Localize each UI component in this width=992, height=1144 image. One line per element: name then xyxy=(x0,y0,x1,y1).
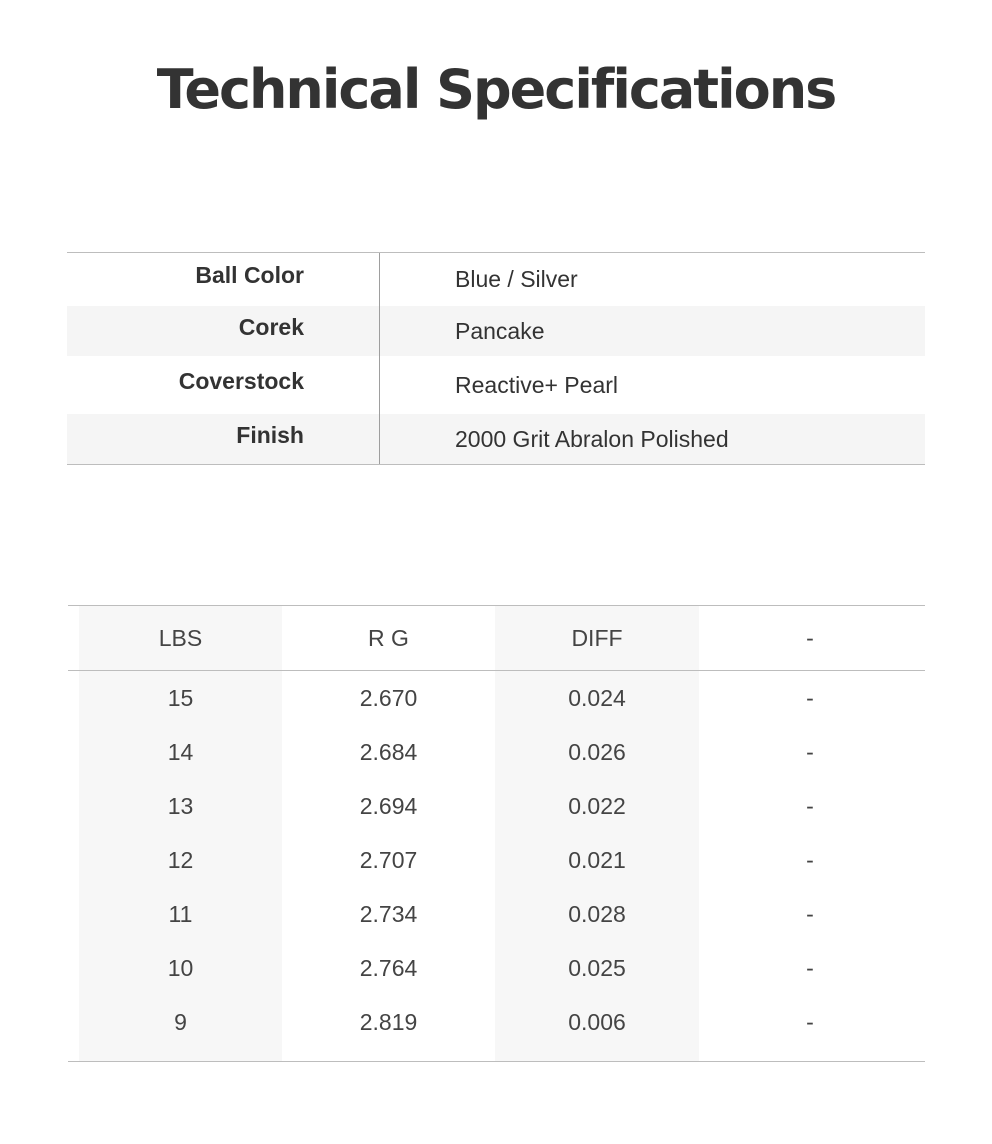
cell-diff: 0.026 xyxy=(568,738,626,765)
cell-diff: 0.006 xyxy=(568,1008,626,1035)
header-rg: R G xyxy=(368,624,409,651)
spec-row-core xyxy=(67,306,925,356)
cell-lbs: 14 xyxy=(167,738,194,765)
spec-row-ball-color xyxy=(67,253,925,306)
table-row xyxy=(68,779,925,833)
cell-rg: 2.670 xyxy=(359,684,418,711)
cell-rg: 2.764 xyxy=(359,954,418,981)
spec-label: Finish xyxy=(236,421,304,448)
cell-extra: - xyxy=(806,1008,814,1035)
cell-rg: 2.707 xyxy=(359,846,418,873)
header-extra: - xyxy=(806,624,814,651)
table-body xyxy=(68,671,925,1061)
cell-diff: 0.025 xyxy=(568,954,626,981)
spec-row-coverstock xyxy=(67,356,925,414)
table-row xyxy=(68,887,925,941)
table-row xyxy=(68,671,925,725)
spec-value: 2000 Grit Abralon Polished xyxy=(455,425,729,452)
spec-row-finish xyxy=(67,414,925,464)
spec-label: Ball Color xyxy=(195,262,304,288)
page-title: Technical Specifications xyxy=(156,58,836,121)
table-row xyxy=(68,725,925,779)
cell-rg: 2.734 xyxy=(359,900,418,927)
spec-label: Coverstock xyxy=(178,367,304,394)
cell-lbs: 12 xyxy=(167,846,194,873)
cell-diff: 0.028 xyxy=(568,900,626,927)
cell-diff: 0.022 xyxy=(568,792,626,819)
cell-diff: 0.024 xyxy=(568,684,626,711)
table-row xyxy=(68,833,925,887)
cell-extra: - xyxy=(806,792,814,819)
cell-extra: - xyxy=(806,954,814,981)
cell-extra: - xyxy=(806,684,814,711)
cell-extra: - xyxy=(806,738,814,765)
cell-lbs: 9 xyxy=(174,1008,187,1035)
spec-divider xyxy=(304,356,380,414)
cell-extra: - xyxy=(806,846,814,873)
header-diff: DIFF xyxy=(571,624,623,651)
spec-value: Blue / Silver xyxy=(455,266,578,292)
table-row xyxy=(68,941,925,995)
cell-rg: 2.694 xyxy=(359,792,418,819)
cell-lbs: 13 xyxy=(167,792,194,819)
spec-divider xyxy=(304,306,380,356)
rg-diff-table xyxy=(68,605,925,1062)
table-header-row xyxy=(68,606,925,671)
spec-value: Reactive+ Pearl xyxy=(455,371,618,398)
cell-rg: 2.684 xyxy=(359,738,418,765)
cell-lbs: 10 xyxy=(167,954,194,981)
cell-diff: 0.021 xyxy=(568,846,626,873)
spec-divider xyxy=(304,253,380,306)
spec-value: Pancake xyxy=(455,317,545,344)
spec-table xyxy=(67,252,925,465)
cell-rg: 2.819 xyxy=(359,1008,418,1035)
cell-lbs: 11 xyxy=(168,900,193,927)
spec-label: Corek xyxy=(238,313,304,340)
header-lbs: LBS xyxy=(158,624,203,651)
table-row xyxy=(68,995,925,1049)
cell-extra: - xyxy=(806,900,814,927)
cell-lbs: 15 xyxy=(167,684,194,711)
spec-divider xyxy=(304,414,380,464)
